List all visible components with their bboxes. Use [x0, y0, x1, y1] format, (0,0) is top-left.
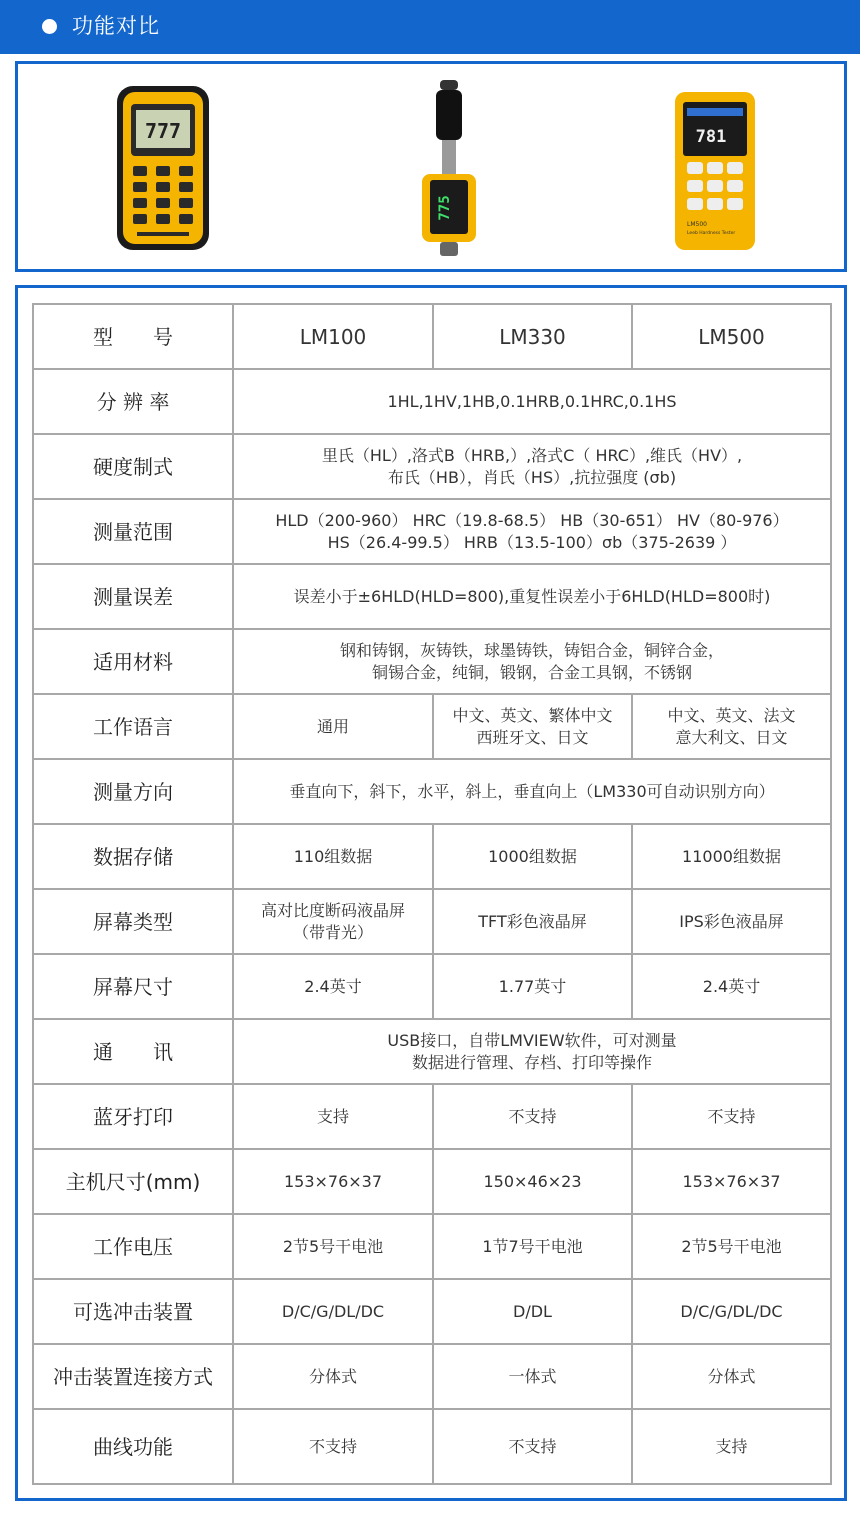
voltage-lm100: 2节5号干电池: [233, 1214, 433, 1279]
table-row-impact-device: [33, 1279, 831, 1344]
row-label: 测量范围: [33, 499, 233, 564]
comparison-table: [32, 303, 832, 1485]
row-label: 屏幕类型: [33, 889, 233, 954]
table-row-connection: [33, 1344, 831, 1409]
row-label: 冲击装置连接方式: [33, 1344, 233, 1409]
row-label: 测量误差: [33, 564, 233, 629]
hardness-scales-value: [233, 434, 831, 499]
language-lm500: 中文、英文、法文 意大利文、日文: [632, 694, 831, 759]
lm100-screen-reading: 777: [144, 119, 182, 143]
table-row-screen-size: [33, 954, 831, 1019]
table-row-materials: [33, 629, 831, 694]
table-row-storage: [33, 824, 831, 889]
bullet-icon: [42, 19, 57, 34]
screen-type-lm500: IPS彩色液晶屏: [632, 889, 831, 954]
curve-lm500: 支持: [632, 1409, 831, 1484]
comparison-panel: [15, 285, 847, 1501]
line: 里氏（HL）,洛式B（HRB,）,洛式C（ HRC）,维氏（HV）,: [321, 445, 743, 465]
impact-device-lm330: D/DL: [433, 1279, 632, 1344]
error-value: 误差小于±6HLD(HLD=800),重复性误差小于6HLD(HLD=800时): [233, 564, 831, 629]
storage-lm500: 11000组数据: [632, 824, 831, 889]
product-photos: [15, 61, 847, 272]
row-label: 适用材料: [33, 629, 233, 694]
line: 数据进行管理、存档、打印等操作: [411, 1052, 652, 1072]
curve-lm100: 不支持: [233, 1409, 433, 1484]
row-label: 屏幕尺寸: [33, 954, 233, 1019]
line: HS（26.4-99.5） HRB（13.5-100）σb（375-2639 ）: [327, 532, 737, 552]
section-title: 功能对比: [72, 14, 160, 38]
materials-value: [233, 629, 831, 694]
impact-device-lm100: D/C/G/DL/DC: [233, 1279, 433, 1344]
row-label: 工作电压: [33, 1214, 233, 1279]
row-label: 通 讯: [33, 1019, 233, 1084]
lm330-device-image: [416, 80, 482, 258]
lm330-screen-reading: 775: [437, 195, 453, 221]
resolution-value: 1HL,1HV,1HB,0.1HRB,0.1HRC,0.1HS: [233, 369, 831, 434]
dimensions-lm500: 153×76×37: [632, 1149, 831, 1214]
line: 铜锡合金，纯铜，锻钢，合金工具钢，不锈钢: [371, 662, 692, 682]
table-row-curve: [33, 1409, 831, 1484]
curve-lm330: 不支持: [433, 1409, 632, 1484]
table-row-measuring-range: [33, 499, 831, 564]
connection-lm100: 分体式: [233, 1344, 433, 1409]
voltage-lm500: 2节5号干电池: [632, 1214, 831, 1279]
row-label: 工作语言: [33, 694, 233, 759]
language-lm100: 通用: [233, 694, 433, 759]
line: 布氏（HB），肖氏（HS）,抗拉强度 (σb): [387, 467, 677, 487]
screen-size-lm330: 1.77英寸: [433, 954, 632, 1019]
dimensions-lm100: 153×76×37: [233, 1149, 433, 1214]
connection-lm330: 一体式: [433, 1344, 632, 1409]
lm500-caption: LM500: [687, 221, 707, 228]
table-row-direction: [33, 759, 831, 824]
bluetooth-lm500: 不支持: [632, 1084, 831, 1149]
screen-type-lm100: 高对比度断码液晶屏 （带背光）: [233, 889, 433, 954]
table-row-voltage: [33, 1214, 831, 1279]
table-row-bluetooth: [33, 1084, 831, 1149]
section-header: [0, 0, 860, 54]
row-label: 曲线功能: [33, 1409, 233, 1484]
model-lm100: LM100: [233, 304, 433, 369]
table-row-model: [33, 304, 831, 369]
row-label: 分 辨 率: [33, 369, 233, 434]
storage-lm330: 1000组数据: [433, 824, 632, 889]
row-label: 型 号: [33, 304, 233, 369]
voltage-lm330: 1节7号干电池: [433, 1214, 632, 1279]
measuring-range-value: [233, 499, 831, 564]
lm500-screen-reading: 781: [695, 127, 727, 147]
model-lm500: LM500: [632, 304, 831, 369]
direction-value: 垂直向下，斜下，水平，斜上，垂直向上（LM330可自动识别方向）: [233, 759, 831, 824]
communication-value: [233, 1019, 831, 1084]
row-label: 硬度制式: [33, 434, 233, 499]
lm500-subcaption: Leeb Hardness Tester: [687, 231, 736, 236]
screen-type-lm330: TFT彩色液晶屏: [433, 889, 632, 954]
line: HLD（200-960） HRC（19.8-68.5） HB（30-651） HV（80-976）: [275, 510, 789, 530]
table-row-error: [33, 564, 831, 629]
table-row-language: [33, 694, 831, 759]
lm500-device-image: [673, 90, 757, 252]
table-row-resolution: [33, 369, 831, 434]
dimensions-lm330: 150×46×23: [433, 1149, 632, 1214]
row-label: 蓝牙打印: [33, 1084, 233, 1149]
screen-size-lm100: 2.4英寸: [233, 954, 433, 1019]
language-lm330: 中文、英文、繁体中文 西班牙文、日文: [433, 694, 632, 759]
row-label: 可选冲击装置: [33, 1279, 233, 1344]
table-row-screen-type: [33, 889, 831, 954]
model-lm330: LM330: [433, 304, 632, 369]
connection-lm500: 分体式: [632, 1344, 831, 1409]
table-row-communication: [33, 1019, 831, 1084]
row-label: 主机尺寸(mm): [33, 1149, 233, 1214]
table-row-hardness-scales: [33, 434, 831, 499]
bluetooth-lm100: 支持: [233, 1084, 433, 1149]
row-label: 测量方向: [33, 759, 233, 824]
impact-device-lm500: D/C/G/DL/DC: [632, 1279, 831, 1344]
table-row-dimensions: [33, 1149, 831, 1214]
row-label: 数据存储: [33, 824, 233, 889]
bluetooth-lm330: 不支持: [433, 1084, 632, 1149]
screen-size-lm500: 2.4英寸: [632, 954, 831, 1019]
storage-lm100: 110组数据: [233, 824, 433, 889]
lm100-device-image: [113, 82, 213, 254]
line: USB接口，自带LMVIEW软件，可对测量: [387, 1030, 677, 1050]
line: 钢和铸钢，灰铸铁，球墨铸铁，铸铝合金，铜锌合金，: [339, 640, 724, 660]
